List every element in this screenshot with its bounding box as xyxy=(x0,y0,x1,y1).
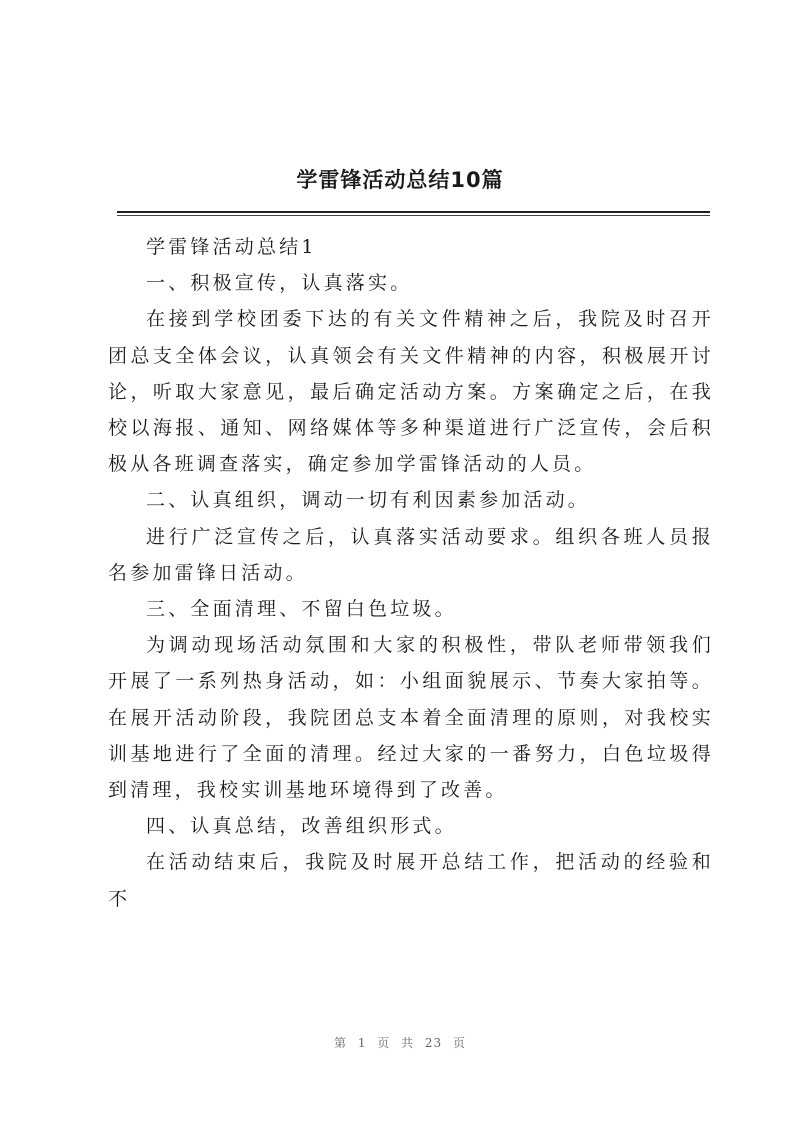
subheading: 一、积极宣传，认真落实。 xyxy=(146,272,413,295)
document-body xyxy=(108,229,714,917)
paragraph: 在接到学校团委下达的有关文件精神之后，我院及时召开团总支全体会议，认真领会有关文件精神的内容，积极展开讨论，听取大家意见，最后确定活动方案。方案确定之后，在我校以海报、通知、网络媒体等多种渠道进行广泛宣传，会后积极从各班调查落实，确定参加学雷锋活动的人员。 xyxy=(108,308,714,476)
title-divider xyxy=(117,211,710,213)
page-footer: 第 1 页 共 23 页 xyxy=(334,1036,466,1050)
document-title: 学雷锋活动总结10篇 xyxy=(296,168,504,192)
paragraph: 在活动结束后，我院及时展开总结工作，把活动的经验和不 xyxy=(108,851,714,910)
paragraph: 为调动现场活动氛围和大家的积极性，带队老师带领我们开展了一系列热身活动，如：小组面貌展示、节奏大家拍等。在展开活动阶段，我院团总支本着全面清理的原则，对我校实训基地进行了全面的清理。经过大家的一番努力，白色垃圾得到清理，我校实训基地环境得到了改善。 xyxy=(108,634,714,802)
title-divider-secondary xyxy=(117,215,710,216)
subheading: 四、认真总结，改善组织形式。 xyxy=(146,815,457,838)
subheading: 三、全面清理、不留白色垃圾。 xyxy=(146,598,457,621)
section-heading: 学雷锋活动总结1 xyxy=(146,236,317,258)
subheading: 二、认真组织，调动一切有利因素参加活动。 xyxy=(146,489,591,512)
paragraph: 进行广泛宣传之后，认真落实活动要求。组织各班人员报名参加雷锋日活动。 xyxy=(108,525,714,584)
